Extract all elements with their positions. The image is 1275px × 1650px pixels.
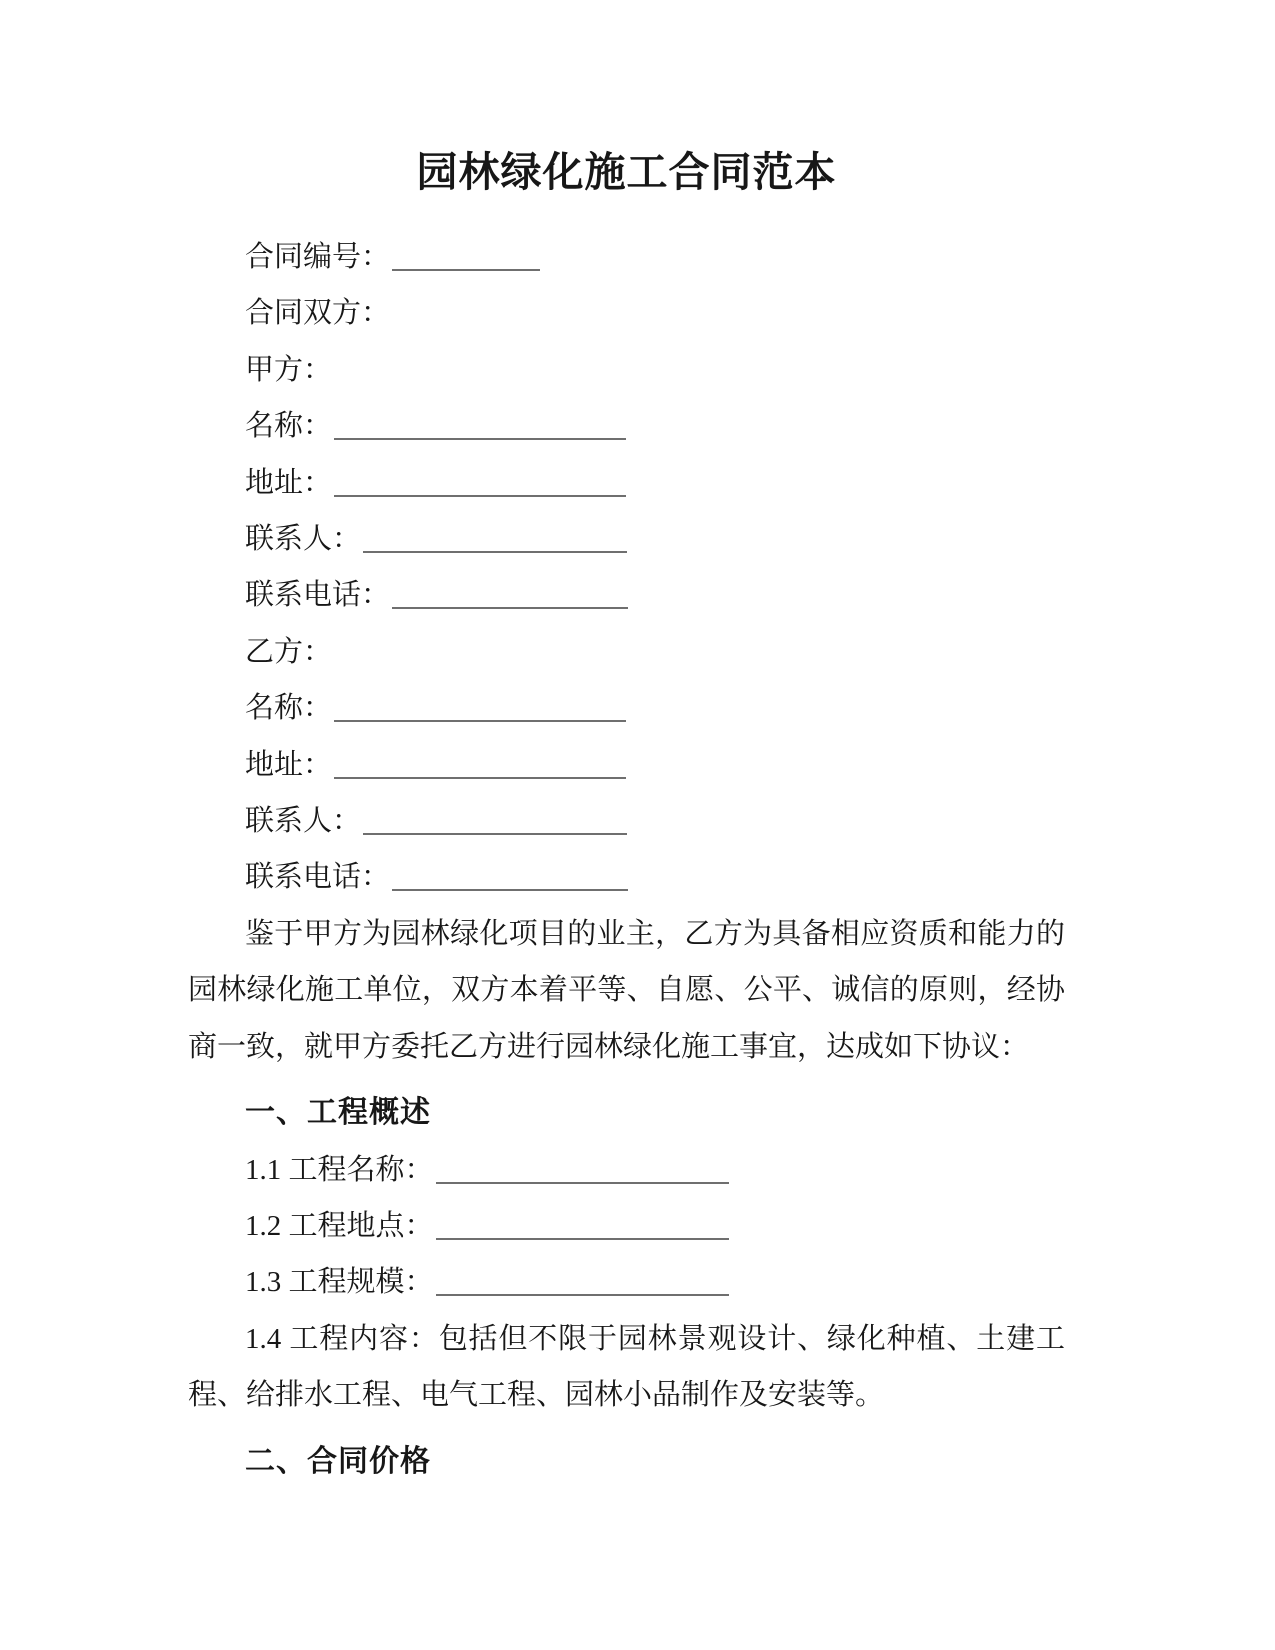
project-scale-blank-line xyxy=(436,1265,729,1296)
project-location-label: 1.2 工程地点： xyxy=(245,1209,434,1242)
party-a-contact-blank-line xyxy=(363,522,627,553)
party-a-label: 甲方： xyxy=(245,353,333,386)
form-line-party-a-name xyxy=(188,398,1065,454)
party-b-contact-label: 联系人： xyxy=(245,805,362,838)
form-line-party-b-name xyxy=(188,680,1065,736)
party-a-phone-blank-line xyxy=(392,578,628,609)
party-b-label: 乙方： xyxy=(245,635,333,668)
party-a-name-label: 名称： xyxy=(245,410,333,443)
form-line-project-location xyxy=(188,1198,1065,1254)
form-line-party-b-phone xyxy=(188,849,1065,905)
party-b-name-label: 名称： xyxy=(245,692,333,725)
preamble-paragraph: 鉴于甲方为园林绿化项目的业主，乙方为具备相应资质和能力的园林绿化施工单位，双方本着平等、自愿、公平、诚信的原则，经协商一致，就甲方委托乙方进行园林绿化施工事宜，达成如下协议： xyxy=(188,917,1065,1063)
project-location-blank-line xyxy=(436,1209,729,1240)
form-line-party-b-address xyxy=(188,737,1065,793)
section-heading-project-overview: 一、工程概述 xyxy=(245,1096,431,1130)
project-name-blank-line xyxy=(436,1153,729,1184)
party-a-phone-label: 联系电话： xyxy=(245,579,391,612)
party-b-address-blank-line xyxy=(334,748,626,779)
party-b-contact-blank-line xyxy=(363,804,627,835)
party-a-address-label: 地址： xyxy=(245,466,333,499)
form-line-party-b xyxy=(188,624,1065,680)
document-title: 园林绿化施工合同范本 xyxy=(416,149,837,195)
party-b-address-label: 地址： xyxy=(245,748,333,781)
form-line-party-a-address xyxy=(188,455,1065,511)
form-line-party-b-contact xyxy=(188,793,1065,849)
contract-parties-label: 合同双方： xyxy=(245,297,391,330)
project-content-paragraph: 1.4 工程内容：包括但不限于园林景观设计、绿化种植、土建工程、给排水工程、电气工程、园林小品制作及安装等。 xyxy=(188,1322,1065,1412)
party-a-address-blank-line xyxy=(334,466,626,497)
contract-number-blank-line xyxy=(392,240,540,271)
party-a-name-blank-line xyxy=(334,409,626,440)
party-b-name-blank-line xyxy=(334,691,626,722)
form-line-project-scale xyxy=(188,1254,1065,1310)
contract-number-label: 合同编号： xyxy=(245,241,391,273)
party-a-contact-label: 联系人： xyxy=(245,523,362,556)
project-scale-label: 1.3 工程规模： xyxy=(245,1266,434,1299)
form-line-contract-number xyxy=(188,229,1065,285)
form-line-party-a xyxy=(188,342,1065,398)
form-line-party-a-phone xyxy=(188,567,1065,623)
form-line-party-a-contact xyxy=(188,511,1065,567)
party-b-phone-label: 联系电话： xyxy=(245,861,391,894)
party-b-phone-blank-line xyxy=(392,860,628,891)
form-line-contract-parties xyxy=(188,285,1065,341)
project-name-label: 1.1 工程名称： xyxy=(245,1153,434,1186)
section-heading-contract-price: 二、合同价格 xyxy=(245,1444,431,1478)
form-line-project-name xyxy=(188,1142,1065,1198)
